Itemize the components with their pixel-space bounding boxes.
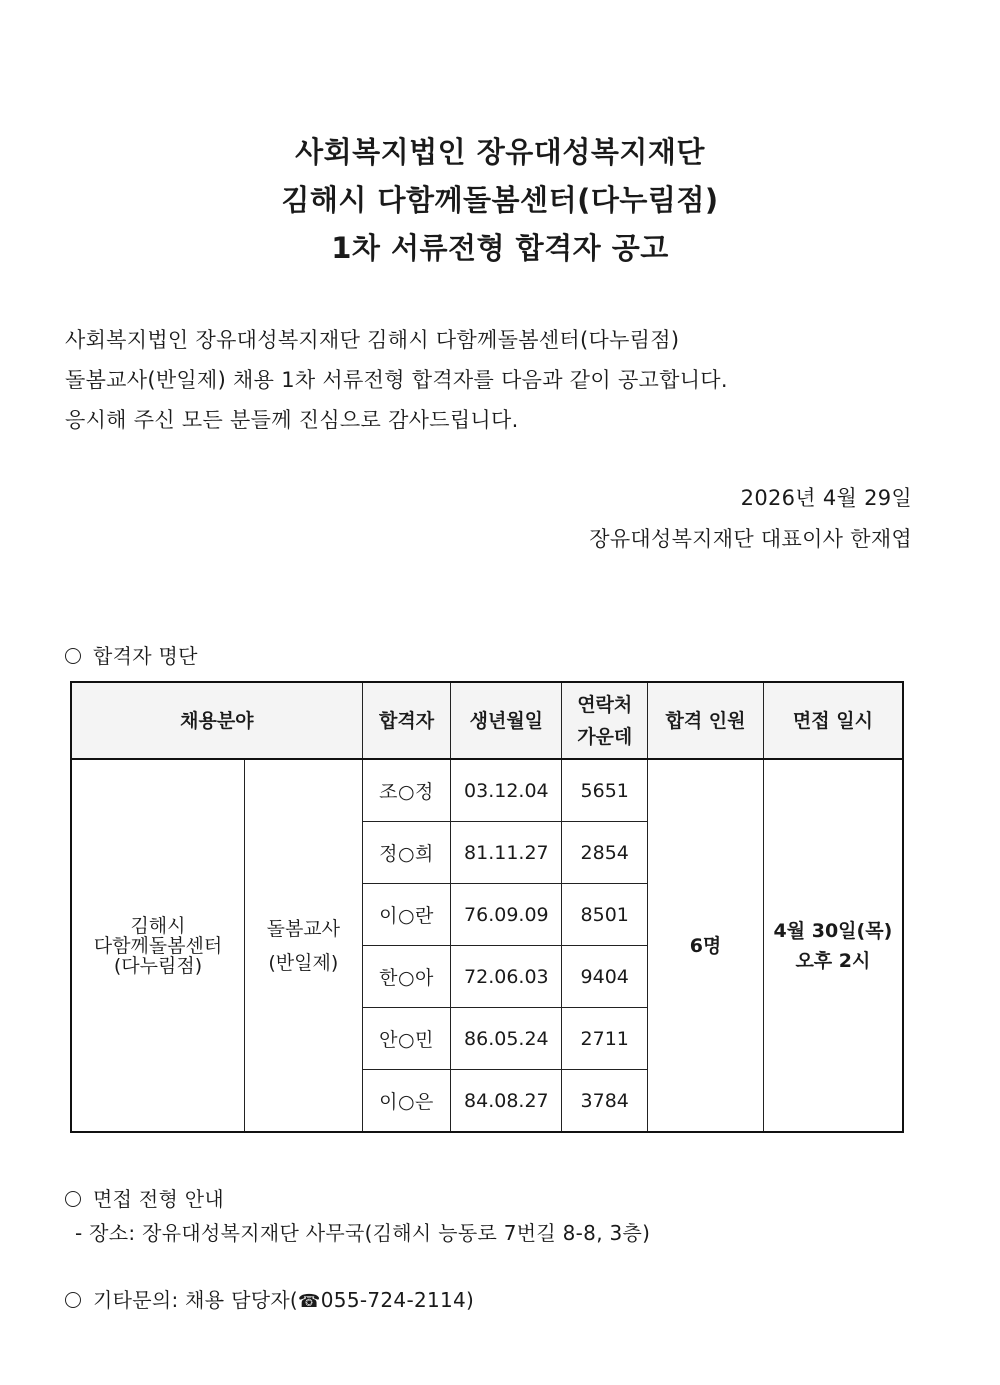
field-main-line: (다누림점) (113, 954, 203, 977)
field-main-line: 김해시 (130, 914, 186, 937)
applicant-name: 이○란 (362, 884, 451, 946)
body-line-2: 돌봄교사(반일제) 채용 1차 서류전형 합격자를 다음과 같이 공고합니다. (65, 368, 728, 392)
pass-count-cell: 6명 (648, 759, 764, 1132)
field-sub-line: (반일제) (268, 951, 339, 974)
header-contact-line2: 가운데 (577, 725, 633, 748)
header-contact-line1: 연락처 (577, 693, 633, 716)
announcement-date: 2026년 4월 29일 (740, 486, 912, 510)
header-count: 합격 인원 (648, 682, 764, 759)
applicant-birth: 03.12.04 (451, 759, 562, 822)
body-line-1: 사회복지법인 장유대성복지재단 김해시 다함께돌봄센터(다누림점) (65, 328, 680, 352)
applicant-name: 안○민 (362, 1008, 451, 1070)
circle-bullet-icon (65, 648, 81, 664)
applicant-name: 한○아 (362, 946, 451, 1008)
title-line-1: 사회복지법인 장유대성복지재단 (295, 135, 705, 169)
roster-heading-text: 합격자 명단 (93, 644, 198, 668)
field-sub-cell (244, 759, 362, 1132)
circle-bullet-icon (65, 1191, 81, 1207)
applicant-contact: 5651 (562, 759, 648, 822)
applicant-contact: 9404 (562, 946, 648, 1008)
circle-bullet-icon (65, 1292, 81, 1308)
title-line-3: 1차 서류전형 합격자 공고 (331, 231, 669, 265)
applicant-name: 정○희 (362, 822, 451, 884)
applicant-name: 조○정 (362, 759, 451, 822)
contact-line (65, 1284, 474, 1313)
interview-time: 오후 2시 (795, 949, 871, 972)
roster-table (70, 681, 904, 1133)
applicant-birth: 84.08.27 (451, 1070, 562, 1133)
field-main-cell (71, 759, 244, 1132)
interview-datetime-cell (763, 759, 903, 1132)
header-birth: 생년월일 (451, 682, 562, 759)
body-line-3: 응시해 주신 모든 분들께 진심으로 감사드립니다. (65, 408, 519, 432)
contact-prefix: 기타문의: 채용 담당자( (93, 1288, 299, 1312)
interview-info-heading (65, 1183, 224, 1212)
header-field: 채용분야 (71, 682, 362, 759)
interview-location: - 장소: 장유대성복지재단 사무국(김해시 능동로 7번길 8-8, 3층) (75, 1221, 651, 1245)
title-line-2: 김해시 다함께돌봄센터(다누림점) (281, 183, 719, 217)
roster-heading (65, 640, 198, 669)
table-header-row (71, 682, 903, 759)
contact-phone-number: 055-724-2114) (320, 1288, 475, 1312)
table-row (71, 759, 903, 822)
phone-icon: ☎ (298, 1291, 321, 1312)
field-sub-line: 돌봄교사 (266, 917, 341, 940)
applicant-contact: 3784 (562, 1070, 648, 1133)
applicant-birth: 86.05.24 (451, 1008, 562, 1070)
field-main-line: 다함께돌봄센터 (93, 934, 223, 957)
applicant-contact: 8501 (562, 884, 648, 946)
applicant-contact: 2854 (562, 822, 648, 884)
signer: 장유대성복지재단 대표이사 한재엽 (589, 527, 912, 551)
applicant-name: 이○은 (362, 1070, 451, 1133)
header-contact (562, 682, 648, 759)
applicant-birth: 76.09.09 (451, 884, 562, 946)
applicant-contact: 2711 (562, 1008, 648, 1070)
interview-info-heading-text: 면접 전형 안내 (93, 1187, 225, 1211)
applicant-birth: 72.06.03 (451, 946, 562, 1008)
interview-date: 4월 30일(목) (773, 919, 893, 942)
header-name: 합격자 (362, 682, 451, 759)
applicant-birth: 81.11.27 (451, 822, 562, 884)
header-interview: 면접 일시 (763, 682, 903, 759)
